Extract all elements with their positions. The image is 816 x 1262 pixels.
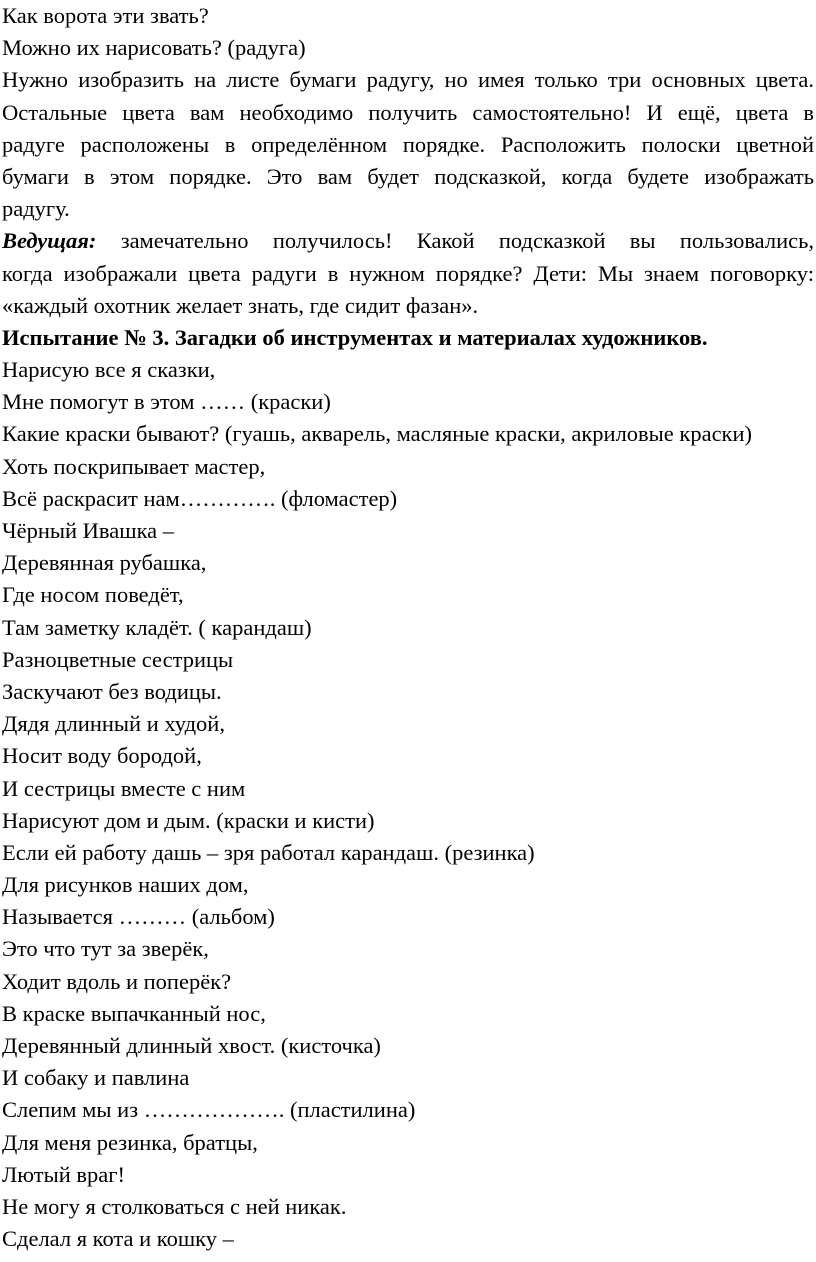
riddle-line: Там заметку кладёт. ( карандаш)	[2, 614, 312, 640]
riddles-list	[2, 354, 814, 1255]
text-line: Остальные цвета вам необходимо получить самостоятельно! И ещё, цвета в	[2, 99, 814, 125]
riddle-line: Разноцветные сестрицы	[2, 646, 234, 672]
riddle-line: Ходит вдоль и поперёк?	[2, 968, 232, 994]
text-line: радугу.	[2, 196, 70, 222]
text-line: Как ворота эти звать?	[2, 3, 209, 28]
paragraph-rainbow-task	[2, 64, 814, 225]
paragraph-host-remark	[2, 225, 814, 322]
riddle-line: Деревянная рубашка,	[2, 550, 207, 576]
text-line: бумаги в этом порядке. Это вам будет подсказкой, когда будете изображать	[2, 163, 814, 189]
riddle-line: Сделал я кота и кошку –	[2, 1226, 234, 1252]
speaker-text: замечательно получилось! Какой подсказкой вы пользовались,	[120, 228, 814, 254]
riddle-line: Это что тут за зверёк,	[2, 936, 209, 962]
text-line: радуге расположены в определённом порядке. Расположить полоски цветной	[2, 131, 814, 157]
riddle-line: Нарисуют дом и дым. (краски и кисти)	[2, 807, 375, 833]
riddle-line: И собаку и павлина	[2, 1065, 190, 1091]
riddle-line: Чёрный Ивашка –	[2, 518, 175, 543]
text-line: «каждый охотник желает знать, где сидит фазан».	[2, 292, 479, 318]
riddle-line: Для рисунков наших дом,	[2, 872, 249, 898]
speaker-label: Ведущая:	[2, 228, 97, 254]
riddle-line: Не могу я столковаться с ней никак.	[2, 1193, 347, 1219]
text-line: Нужно изобразить на листе бумаги радугу, но имея только три основных цвета.	[2, 67, 814, 93]
riddle-line: Мне помогут в этом …… (краски)	[2, 389, 331, 415]
riddle-line: Хоть поскрипывает мастер,	[2, 453, 266, 479]
riddle-line: Если ей работу дашь – зря работал карандаш. (резинка)	[2, 839, 535, 865]
riddle-line: Нарисую все я сказки,	[2, 357, 216, 383]
riddle-line: Называется ……… (альбом)	[2, 904, 275, 930]
riddle-line: Какие краски бывают? (гуашь, акварель, масляные краски, акриловые краски)	[2, 421, 753, 447]
riddle-line: В краске выпачканный нос,	[2, 1000, 266, 1026]
text-line: Можно их нарисовать? (радуга)	[2, 35, 306, 61]
text-line: когда изображали цвета радуги в нужном порядке? Дети: Мы знаем поговорку:	[2, 260, 814, 286]
riddle-line: Всё раскрасит нам…………. (фломастер)	[2, 485, 398, 511]
riddle-line: Дядя длинный и худой,	[2, 711, 225, 737]
riddle-line: Где носом поведёт,	[2, 582, 184, 608]
riddle-line: И сестрицы вместе с ним	[2, 775, 246, 801]
riddle-line: Деревянный длинный хвост. (кисточка)	[2, 1033, 381, 1058]
riddle-line: Слепим мы из ………………. (пластилина)	[2, 1097, 416, 1123]
riddle-line: Лютый враг!	[2, 1161, 125, 1187]
document-page	[2, 0, 814, 1255]
riddle-line: Носит воду бородой,	[2, 743, 202, 769]
section-heading: Испытание № 3. Загадки об инструментах и материалах художников.	[2, 324, 708, 350]
riddle-line: Для меня резинка, братцы,	[2, 1129, 258, 1155]
text-line	[2, 225, 814, 257]
riddle-line: Заскучают без водицы.	[2, 678, 222, 704]
